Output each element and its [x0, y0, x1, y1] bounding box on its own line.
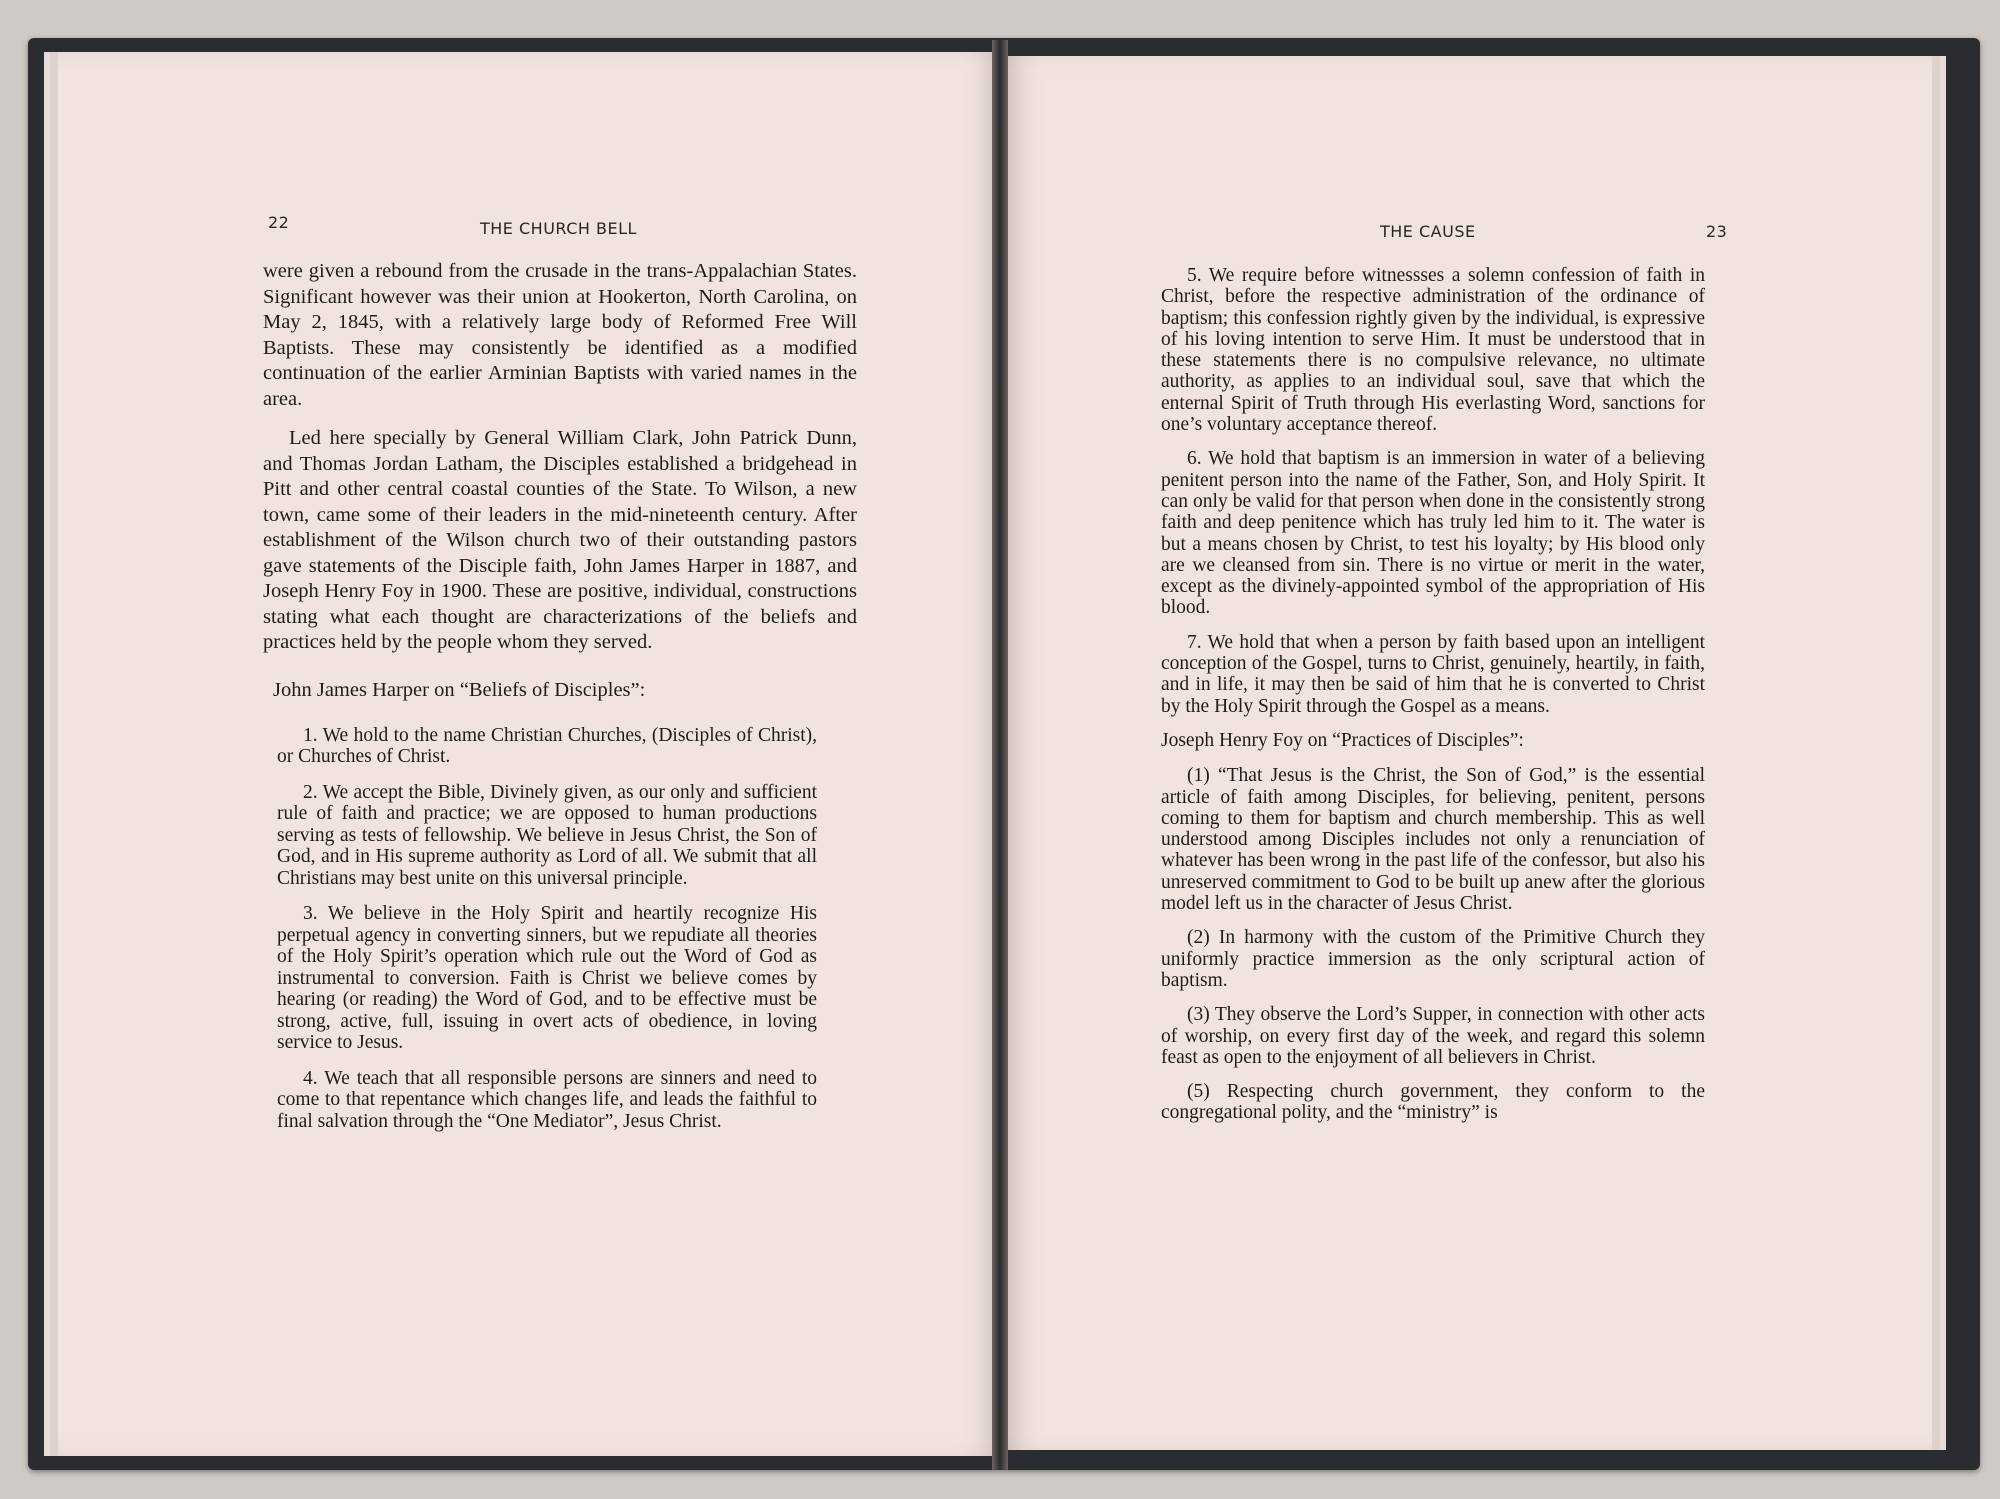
practice-item: (5) Respecting church government, they conform to the congregational polity, and the “ministry” is	[1161, 1081, 1705, 1124]
right-page-number: 23	[1706, 222, 1728, 241]
harper-intro: John James Harper on “Beliefs of Disciples”:	[273, 678, 646, 701]
left-running-head: THE CHURCH BELL	[480, 219, 637, 238]
paragraph: Led here specially by General William Clark, John Patrick Dunn, and Thomas Jordan Latham, the Disciples established a bridgehead in Pitt and other central coastal counties of the State. To Wilson, a new town, came some of their leaders in the mid-nineteenth century. After establishment of the Wilson church two of their outstanding pastors gave statements of the Disciple faith, John James Harper in 1887, and Joseph Henry Foy in 1900. These are positive, individual, constructions stating what each thought are characterizations of the beliefs and practices held by the people whom they served.	[263, 427, 857, 653]
belief-item: 3. We believe in the Holy Spirit and heartily recognize His perpetual agency in converting sinners, but we repudiate all theories of the Holy Spirit’s operation which rule out the Word of God as instrumental to conversion. Faith is Christ we believe comes by hearing (or reading) the Word of God, and to be effective must be strong, active, full, issuing in overt acts of obedience, in loving service to Jesus.	[277, 903, 817, 1054]
belief-item: 6. We hold that baptism is an immersion in water of a believing penitent person into the name of the Father, Son, and Holy Spirit. It can only be valid for that person when done in the consistently strong faith and deep penitence which has truly led him to it. The water is but a means chosen by Christ, to test his loyalty; by His blood only are we cleansed from sin. There is no virtue or merit in the water, except as the divinely-appointed symbol of the appropriation of His blood.	[1161, 448, 1705, 619]
book-gutter	[992, 40, 1008, 1470]
paragraph: were given a rebound from the crusade in the trans-Appalachian States. Significant however was their union at Hookerton, North Carolina, on May 2, 1845, with a relatively large body of Reformed Free Will Baptists. These may consistently be identified as a modified continuation of the earlier Arminian Baptists with varied names in the area.	[263, 260, 857, 410]
belief-item: 2. We accept the Bible, Divinely given, as our only and sufficient rule of faith and practice; we are opposed to human productions serving as tests of fellowship. We believe in Jesus Christ, the Son of God, and in His supreme authority as Lord of all. We submit that all Christians may best unite on this universal principle.	[277, 781, 817, 889]
belief-item: 4. We teach that all responsible persons are sinners and need to come to that repentance which changes life, and leads the faithful to final salvation through the “One Mediator”, Jesus Christ.	[277, 1067, 817, 1132]
practice-item: (1) “That Jesus is the Christ, the Son of God,” is the essential article of faith among Disciples, for believing, penitent, persons coming to them for baptism and church membership. This as well understood among Disciples includes not only a renunciation of whatever has been wrong in the past life of the confessor, but also his unreserved commitment to God to be built up anew after the glorious model left us in the character of Jesus Christ.	[1161, 765, 1705, 915]
left-page-text	[263, 259, 857, 1146]
left-page-number: 22	[268, 213, 290, 232]
practice-item: (3) They observe the Lord’s Supper, in connection with other acts of worship, on every first day of the week, and regard this solemn feast as open to the enjoyment of all believers in Christ.	[1161, 1004, 1705, 1068]
right-running-head: THE CAUSE	[1380, 222, 1476, 241]
belief-item: 1. We hold to the name Christian Churches, (Disciples of Christ), or Churches of Christ.	[277, 724, 817, 768]
right-page-text	[1161, 265, 1705, 1137]
foy-intro: Joseph Henry Foy on “Practices of Disciples”:	[1161, 729, 1524, 751]
practice-item: (2) In harmony with the custom of the Primitive Church they uniformly practice immersion as the only scriptural action of baptism.	[1161, 927, 1705, 991]
belief-item: 5. We require before witnessses a solemn confession of faith in Christ, before the respective administration of the ordinance of baptism; this confession rightly given by the individual, is expressive of his loving intention to serve Him. It must be understood that in these statements there is no compulsive relevance, no ultimate authority, as applies to an individual soul, save that which the enternal Spirit of Truth through His everlasting Word, sanctions for one’s voluntary acceptance thereof.	[1161, 265, 1705, 436]
belief-item: 7. We hold that when a person by faith based upon an intelligent conception of the Gospel, turns to Christ, genuinely, heartily, in faith, and in life, it may then be said of him that he is converted to Christ by the Holy Spirit through the Gospel as a means.	[1161, 631, 1705, 717]
